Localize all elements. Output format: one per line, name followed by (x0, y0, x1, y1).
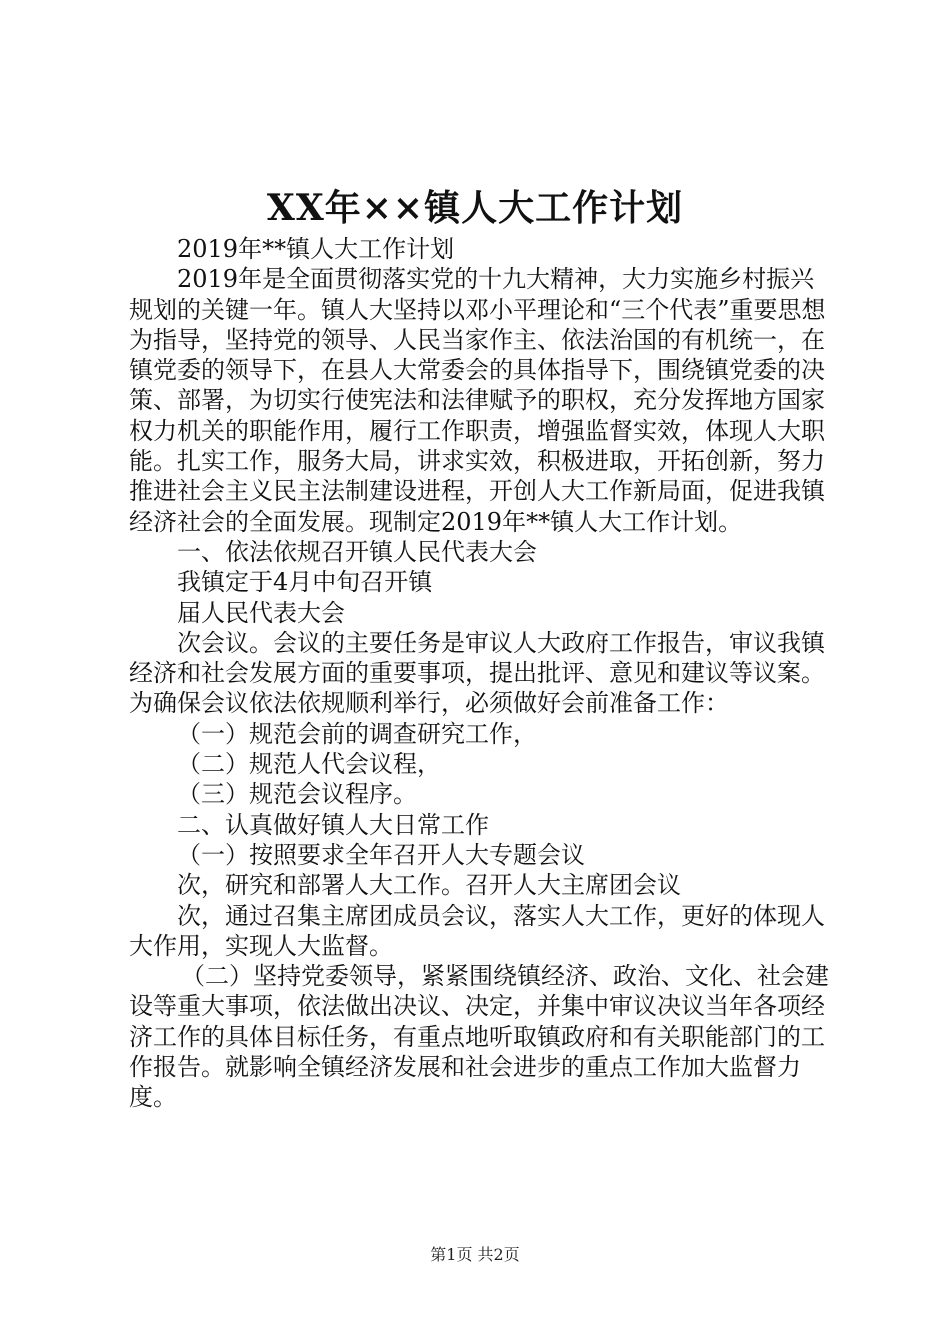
paragraph: 2019年**镇人大工作计划 (177, 235, 455, 263)
paragraph: 次会议。会议的主要任务是审议人大政府工作报告，审议我镇经济和社会发展方面的重要事项，提出批评、意见和建议等议案。为确保会议依法依规顺利举行，必须做好会前准备工作： (129, 628, 825, 718)
paragraph: （二）坚持党委领导，紧紧围绕镇经济、政治、文化、社会建设等重大事项，依法做出决议、决定，并集中审议决议当年各项经济工作的具体目标任务，有重点地听取镇政府和有关职能部门的工作报告。就影响全镇经济发展和社会进步的重点工作加大监督力度。 (129, 962, 829, 1112)
document-title: XX年××镇人大工作计划 (266, 187, 684, 229)
paragraph: 次，通过召集主席团成员会议，落实人大工作，更好的体现人大作用，实现人大监督。 (129, 901, 825, 960)
paragraph: 届人民代表大会 (177, 598, 345, 627)
page-footer: 第1页 共2页 (430, 1245, 520, 1264)
paragraph: 一、依法依规召开镇人民代表大会 (177, 537, 537, 566)
paragraph: 我镇定于4月中旬召开镇 (177, 568, 433, 597)
paragraph: 二、认真做好镇人大日常工作 (177, 810, 489, 839)
document-body (129, 234, 829, 1113)
paragraph: （三）规范会议程序。 (177, 780, 417, 809)
paragraph: （一）按照要求全年召开人大专题会议 (177, 840, 585, 869)
paragraph: （二）规范人代会议程， (177, 750, 441, 779)
paragraph: （一）规范会前的调查研究工作， (177, 719, 537, 748)
paragraph: 2019年是全面贯彻落实党的十九大精神，大力实施乡村振兴规划的关键一年。镇人大坚持以邓小平理论和“三个代表”重要思想为指导，坚持党的领导、人民当家作主、依法治国的有机统一，在镇党委的领导下，在县人大常委会的具体指导下，围绕镇党委的决策、部署，为切实行使宪法和法律赋予的职权，充分发挥地方国家权力机关的职能作用，履行工作职责，增强监督实效，体现人大职能。扎实工作，服务大局，讲求实效，积极进取，开拓创新，努力推进社会主义民主法制建设进程，开创人大工作新局面，促进我镇经济社会的全面发展。现制定2019年**镇人大工作计划。 (129, 265, 826, 536)
paragraph: 次，研究和部署人大工作。召开人大主席团会议 (177, 871, 681, 900)
